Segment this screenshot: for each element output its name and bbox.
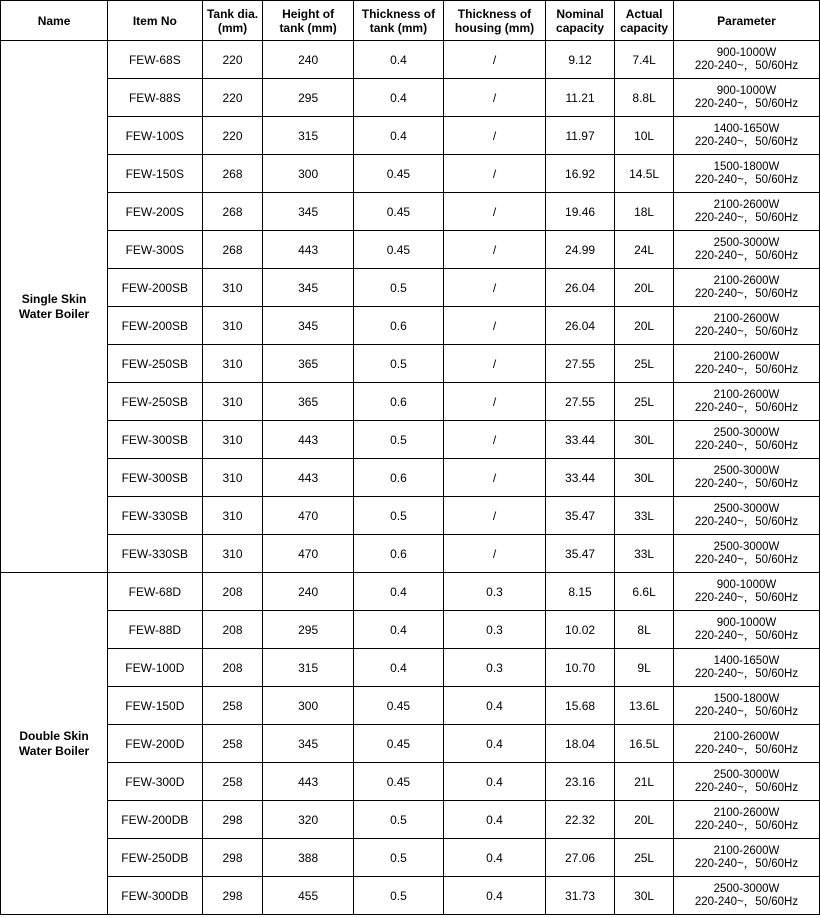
actual-capacity-cell: 6.6L <box>615 573 674 611</box>
housing-thickness-cell: / <box>444 231 546 269</box>
housing-thickness-cell: / <box>444 421 546 459</box>
housing-thickness-cell: 0.3 <box>444 611 546 649</box>
item-no-cell: FEW-330SB <box>108 497 202 535</box>
housing-thickness-cell: / <box>444 383 546 421</box>
tank-thickness-cell: 0.45 <box>353 231 443 269</box>
power-rating: 1500-1800W <box>713 692 780 705</box>
item-no-cell: FEW-88S <box>108 79 202 117</box>
nominal-capacity-cell: 18.04 <box>545 725 614 763</box>
tank-thickness-cell: 0.5 <box>353 877 443 915</box>
header-nominal-capacity <box>545 1 614 41</box>
power-rating: 2500-3000W <box>713 540 780 553</box>
table-row <box>1 611 820 649</box>
tank-thickness-cell: 0.5 <box>353 421 443 459</box>
table-row <box>1 725 820 763</box>
nominal-capacity-cell: 10.70 <box>545 649 614 687</box>
header-thickness-housing-line: Thickness of <box>457 6 532 21</box>
tank-height-cell: 345 <box>263 269 353 307</box>
parameter-cell <box>674 763 820 801</box>
voltage-rating: 220-240~，50/60Hz <box>694 439 799 452</box>
tank-dia-cell: 258 <box>202 763 263 801</box>
tank-height-cell: 443 <box>263 459 353 497</box>
parameter-cell <box>674 41 820 79</box>
power-rating: 2100-2600W <box>713 388 780 401</box>
header-row <box>1 1 820 41</box>
item-no-cell: FEW-100D <box>108 649 202 687</box>
nominal-capacity-cell: 23.16 <box>545 763 614 801</box>
table-row <box>1 763 820 801</box>
power-rating: 2100-2600W <box>713 730 780 743</box>
housing-thickness-cell: / <box>444 155 546 193</box>
header-tank-dia-line: (mm) <box>217 20 248 35</box>
voltage-rating: 220-240~，50/60Hz <box>694 591 799 604</box>
voltage-rating: 220-240~，50/60Hz <box>694 135 799 148</box>
parameter-cell <box>674 307 820 345</box>
housing-thickness-cell: / <box>444 535 546 573</box>
power-rating: 900-1000W <box>716 616 777 629</box>
voltage-rating: 220-240~，50/60Hz <box>694 895 799 908</box>
tank-thickness-cell: 0.6 <box>353 307 443 345</box>
table-header <box>1 1 820 41</box>
group-name-line: Water Boiler <box>18 743 90 758</box>
tank-dia-cell: 298 <box>202 801 263 839</box>
tank-height-cell: 315 <box>263 117 353 155</box>
tank-dia-cell: 268 <box>202 155 263 193</box>
table-row <box>1 193 820 231</box>
voltage-rating: 220-240~，50/60Hz <box>694 249 799 262</box>
header-tank-dia-line: Tank dia. <box>206 6 259 21</box>
table-row <box>1 79 820 117</box>
table-row <box>1 345 820 383</box>
table-row <box>1 41 820 79</box>
tank-height-cell: 470 <box>263 497 353 535</box>
tank-dia-cell: 310 <box>202 345 263 383</box>
item-no-cell: FEW-200DB <box>108 801 202 839</box>
item-no-cell: FEW-150D <box>108 687 202 725</box>
actual-capacity-cell: 16.5L <box>615 725 674 763</box>
actual-capacity-cell: 14.5L <box>615 155 674 193</box>
nominal-capacity-cell: 27.55 <box>545 345 614 383</box>
parameter-cell <box>674 801 820 839</box>
tank-thickness-cell: 0.45 <box>353 725 443 763</box>
tank-dia-cell: 298 <box>202 839 263 877</box>
parameter-cell <box>674 573 820 611</box>
tank-dia-cell: 268 <box>202 193 263 231</box>
actual-capacity-cell: 8L <box>615 611 674 649</box>
actual-capacity-cell: 20L <box>615 307 674 345</box>
tank-dia-cell: 258 <box>202 687 263 725</box>
voltage-rating: 220-240~，50/60Hz <box>694 211 799 224</box>
item-no-cell: FEW-68S <box>108 41 202 79</box>
housing-thickness-cell: 0.4 <box>444 687 546 725</box>
tank-height-cell: 240 <box>263 41 353 79</box>
housing-thickness-cell: / <box>444 345 546 383</box>
tank-thickness-cell: 0.5 <box>353 497 443 535</box>
header-nominal-line: Nominal <box>556 6 604 21</box>
header-actual-line: capacity <box>620 20 669 35</box>
item-no-cell: FEW-250SB <box>108 383 202 421</box>
header-thickness-tank-line: Thickness of <box>361 6 436 21</box>
parameter-cell <box>674 155 820 193</box>
header-tank-dia <box>202 1 263 41</box>
nominal-capacity-cell: 26.04 <box>545 307 614 345</box>
item-no-cell: FEW-200D <box>108 725 202 763</box>
nominal-capacity-cell: 31.73 <box>545 877 614 915</box>
housing-thickness-cell: 0.4 <box>444 801 546 839</box>
nominal-capacity-cell: 9.12 <box>545 41 614 79</box>
voltage-rating: 220-240~，50/60Hz <box>694 857 799 870</box>
tank-height-cell: 345 <box>263 307 353 345</box>
table-row <box>1 839 820 877</box>
power-rating: 2100-2600W <box>713 198 780 211</box>
header-parameter: Parameter <box>674 1 820 41</box>
nominal-capacity-cell: 33.44 <box>545 459 614 497</box>
tank-height-cell: 300 <box>263 687 353 725</box>
nominal-capacity-cell: 22.32 <box>545 801 614 839</box>
nominal-capacity-cell: 33.44 <box>545 421 614 459</box>
tank-dia-cell: 310 <box>202 421 263 459</box>
power-rating: 2100-2600W <box>713 274 780 287</box>
table-row <box>1 421 820 459</box>
tank-height-cell: 443 <box>263 421 353 459</box>
nominal-capacity-cell: 8.15 <box>545 573 614 611</box>
tank-height-cell: 365 <box>263 383 353 421</box>
table-row <box>1 155 820 193</box>
nominal-capacity-cell: 24.99 <box>545 231 614 269</box>
tank-thickness-cell: 0.5 <box>353 269 443 307</box>
actual-capacity-cell: 30L <box>615 421 674 459</box>
housing-thickness-cell: 0.3 <box>444 573 546 611</box>
tank-thickness-cell: 0.6 <box>353 383 443 421</box>
table-row <box>1 459 820 497</box>
item-no-cell: FEW-100S <box>108 117 202 155</box>
actual-capacity-cell: 30L <box>615 877 674 915</box>
tank-thickness-cell: 0.45 <box>353 155 443 193</box>
housing-thickness-cell: / <box>444 117 546 155</box>
nominal-capacity-cell: 16.92 <box>545 155 614 193</box>
power-rating: 2500-3000W <box>713 426 780 439</box>
table-row <box>1 801 820 839</box>
voltage-rating: 220-240~，50/60Hz <box>694 59 799 72</box>
parameter-cell <box>674 383 820 421</box>
tank-height-cell: 345 <box>263 725 353 763</box>
item-no-cell: FEW-250SB <box>108 345 202 383</box>
actual-capacity-cell: 7.4L <box>615 41 674 79</box>
power-rating: 2500-3000W <box>713 768 780 781</box>
housing-thickness-cell: / <box>444 269 546 307</box>
housing-thickness-cell: 0.4 <box>444 725 546 763</box>
header-actual-line: Actual <box>625 6 663 21</box>
tank-dia-cell: 310 <box>202 459 263 497</box>
voltage-rating: 220-240~，50/60Hz <box>694 173 799 186</box>
tank-thickness-cell: 0.45 <box>353 763 443 801</box>
power-rating: 2100-2600W <box>713 312 780 325</box>
actual-capacity-cell: 33L <box>615 497 674 535</box>
tank-height-cell: 443 <box>263 763 353 801</box>
table-row <box>1 573 820 611</box>
tank-thickness-cell: 0.6 <box>353 535 443 573</box>
tank-thickness-cell: 0.4 <box>353 79 443 117</box>
power-rating: 2100-2600W <box>713 844 780 857</box>
nominal-capacity-cell: 35.47 <box>545 535 614 573</box>
actual-capacity-cell: 24L <box>615 231 674 269</box>
tank-dia-cell: 298 <box>202 877 263 915</box>
tank-thickness-cell: 0.4 <box>353 117 443 155</box>
item-no-cell: FEW-300SB <box>108 421 202 459</box>
parameter-cell <box>674 79 820 117</box>
header-height-line: Height of <box>282 6 335 21</box>
actual-capacity-cell: 10L <box>615 117 674 155</box>
tank-thickness-cell: 0.6 <box>353 459 443 497</box>
housing-thickness-cell: / <box>444 459 546 497</box>
power-rating: 2100-2600W <box>713 350 780 363</box>
item-no-cell: FEW-250DB <box>108 839 202 877</box>
voltage-rating: 220-240~，50/60Hz <box>694 819 799 832</box>
item-no-cell: FEW-88D <box>108 611 202 649</box>
voltage-rating: 220-240~，50/60Hz <box>694 287 799 300</box>
tank-dia-cell: 268 <box>202 231 263 269</box>
parameter-cell <box>674 345 820 383</box>
nominal-capacity-cell: 19.46 <box>545 193 614 231</box>
power-rating: 2500-3000W <box>713 236 780 249</box>
header-name: Name <box>1 1 108 41</box>
parameter-cell <box>674 421 820 459</box>
tank-dia-cell: 220 <box>202 117 263 155</box>
tank-height-cell: 300 <box>263 155 353 193</box>
nominal-capacity-cell: 26.04 <box>545 269 614 307</box>
table-row <box>1 687 820 725</box>
housing-thickness-cell: / <box>444 41 546 79</box>
actual-capacity-cell: 13.6L <box>615 687 674 725</box>
power-rating: 900-1000W <box>716 46 777 59</box>
item-no-cell: FEW-200S <box>108 193 202 231</box>
voltage-rating: 220-240~，50/60Hz <box>694 363 799 376</box>
item-no-cell: FEW-300S <box>108 231 202 269</box>
table-row <box>1 497 820 535</box>
header-actual-capacity <box>615 1 674 41</box>
item-no-cell: FEW-68D <box>108 573 202 611</box>
parameter-cell <box>674 231 820 269</box>
nominal-capacity-cell: 15.68 <box>545 687 614 725</box>
tank-height-cell: 295 <box>263 79 353 117</box>
nominal-capacity-cell: 27.55 <box>545 383 614 421</box>
nominal-capacity-cell: 35.47 <box>545 497 614 535</box>
voltage-rating: 220-240~，50/60Hz <box>694 705 799 718</box>
header-nominal-line: capacity <box>556 20 605 35</box>
header-height <box>263 1 353 41</box>
tank-height-cell: 315 <box>263 649 353 687</box>
table-row <box>1 383 820 421</box>
voltage-rating: 220-240~，50/60Hz <box>694 629 799 642</box>
tank-thickness-cell: 0.4 <box>353 649 443 687</box>
tank-thickness-cell: 0.45 <box>353 193 443 231</box>
item-no-cell: FEW-330SB <box>108 535 202 573</box>
item-no-cell: FEW-150S <box>108 155 202 193</box>
voltage-rating: 220-240~，50/60Hz <box>694 667 799 680</box>
actual-capacity-cell: 25L <box>615 345 674 383</box>
header-height-line: tank (mm) <box>279 20 337 35</box>
table-row <box>1 649 820 687</box>
power-rating: 1400-1650W <box>713 654 780 667</box>
voltage-rating: 220-240~，50/60Hz <box>694 325 799 338</box>
group-name-cell <box>1 41 108 573</box>
nominal-capacity-cell: 10.02 <box>545 611 614 649</box>
group-name-cell <box>1 573 108 915</box>
group-name-line: Double Skin <box>19 728 89 743</box>
parameter-cell <box>674 877 820 915</box>
power-rating: 2500-3000W <box>713 882 780 895</box>
tank-thickness-cell: 0.5 <box>353 345 443 383</box>
table-row <box>1 231 820 269</box>
actual-capacity-cell: 20L <box>615 269 674 307</box>
parameter-cell <box>674 497 820 535</box>
tank-height-cell: 240 <box>263 573 353 611</box>
actual-capacity-cell: 30L <box>615 459 674 497</box>
voltage-rating: 220-240~，50/60Hz <box>694 97 799 110</box>
actual-capacity-cell: 18L <box>615 193 674 231</box>
parameter-cell <box>674 611 820 649</box>
voltage-rating: 220-240~，50/60Hz <box>694 515 799 528</box>
power-rating: 900-1000W <box>716 578 777 591</box>
tank-dia-cell: 310 <box>202 383 263 421</box>
parameter-cell <box>674 193 820 231</box>
item-no-cell: FEW-300SB <box>108 459 202 497</box>
tank-dia-cell: 208 <box>202 573 263 611</box>
nominal-capacity-cell: 27.06 <box>545 839 614 877</box>
tank-dia-cell: 310 <box>202 307 263 345</box>
actual-capacity-cell: 25L <box>615 383 674 421</box>
parameter-cell <box>674 117 820 155</box>
housing-thickness-cell: / <box>444 497 546 535</box>
table-body <box>1 41 820 915</box>
tank-height-cell: 320 <box>263 801 353 839</box>
power-rating: 2100-2600W <box>713 806 780 819</box>
table-row <box>1 877 820 915</box>
voltage-rating: 220-240~，50/60Hz <box>694 743 799 756</box>
item-no-cell: FEW-300DB <box>108 877 202 915</box>
tank-dia-cell: 220 <box>202 79 263 117</box>
actual-capacity-cell: 21L <box>615 763 674 801</box>
housing-thickness-cell: 0.3 <box>444 649 546 687</box>
tank-thickness-cell: 0.4 <box>353 41 443 79</box>
actual-capacity-cell: 8.8L <box>615 79 674 117</box>
power-rating: 2500-3000W <box>713 464 780 477</box>
tank-dia-cell: 310 <box>202 269 263 307</box>
tank-height-cell: 455 <box>263 877 353 915</box>
actual-capacity-cell: 33L <box>615 535 674 573</box>
voltage-rating: 220-240~，50/60Hz <box>694 781 799 794</box>
power-rating: 900-1000W <box>716 84 777 97</box>
tank-height-cell: 388 <box>263 839 353 877</box>
voltage-rating: 220-240~，50/60Hz <box>694 553 799 566</box>
header-thickness-housing <box>444 1 546 41</box>
power-rating: 1400-1650W <box>713 122 780 135</box>
actual-capacity-cell: 20L <box>615 801 674 839</box>
housing-thickness-cell: / <box>444 307 546 345</box>
group-name-line: Single Skin <box>21 291 87 306</box>
tank-dia-cell: 258 <box>202 725 263 763</box>
tank-height-cell: 345 <box>263 193 353 231</box>
tank-thickness-cell: 0.5 <box>353 839 443 877</box>
housing-thickness-cell: 0.4 <box>444 763 546 801</box>
tank-dia-cell: 208 <box>202 649 263 687</box>
parameter-cell <box>674 649 820 687</box>
tank-height-cell: 443 <box>263 231 353 269</box>
tank-thickness-cell: 0.4 <box>353 573 443 611</box>
item-no-cell: FEW-200SB <box>108 307 202 345</box>
housing-thickness-cell: 0.4 <box>444 877 546 915</box>
tank-dia-cell: 310 <box>202 497 263 535</box>
tank-height-cell: 470 <box>263 535 353 573</box>
header-thickness-housing-line: housing (mm) <box>454 20 535 35</box>
table-row <box>1 307 820 345</box>
tank-dia-cell: 310 <box>202 535 263 573</box>
power-rating: 1500-1800W <box>713 160 780 173</box>
parameter-cell <box>674 839 820 877</box>
header-thickness-tank <box>353 1 443 41</box>
nominal-capacity-cell: 11.21 <box>545 79 614 117</box>
table-row <box>1 535 820 573</box>
parameter-cell <box>674 725 820 763</box>
tank-height-cell: 365 <box>263 345 353 383</box>
header-item-no: Item No <box>108 1 202 41</box>
item-no-cell: FEW-200SB <box>108 269 202 307</box>
header-thickness-tank-line: tank (mm) <box>369 20 428 35</box>
parameter-cell <box>674 459 820 497</box>
item-no-cell: FEW-300D <box>108 763 202 801</box>
parameter-cell <box>674 535 820 573</box>
housing-thickness-cell: / <box>444 193 546 231</box>
voltage-rating: 220-240~，50/60Hz <box>694 477 799 490</box>
tank-thickness-cell: 0.5 <box>353 801 443 839</box>
housing-thickness-cell: / <box>444 79 546 117</box>
tank-thickness-cell: 0.45 <box>353 687 443 725</box>
nominal-capacity-cell: 11.97 <box>545 117 614 155</box>
tank-height-cell: 295 <box>263 611 353 649</box>
voltage-rating: 220-240~，50/60Hz <box>694 401 799 414</box>
power-rating: 2500-3000W <box>713 502 780 515</box>
group-name-line: Water Boiler <box>18 306 90 321</box>
tank-dia-cell: 220 <box>202 41 263 79</box>
actual-capacity-cell: 25L <box>615 839 674 877</box>
parameter-cell <box>674 269 820 307</box>
table-row <box>1 269 820 307</box>
parameter-cell <box>674 687 820 725</box>
tank-thickness-cell: 0.4 <box>353 611 443 649</box>
tank-dia-cell: 208 <box>202 611 263 649</box>
table-row <box>1 117 820 155</box>
housing-thickness-cell: 0.4 <box>444 839 546 877</box>
actual-capacity-cell: 9L <box>615 649 674 687</box>
